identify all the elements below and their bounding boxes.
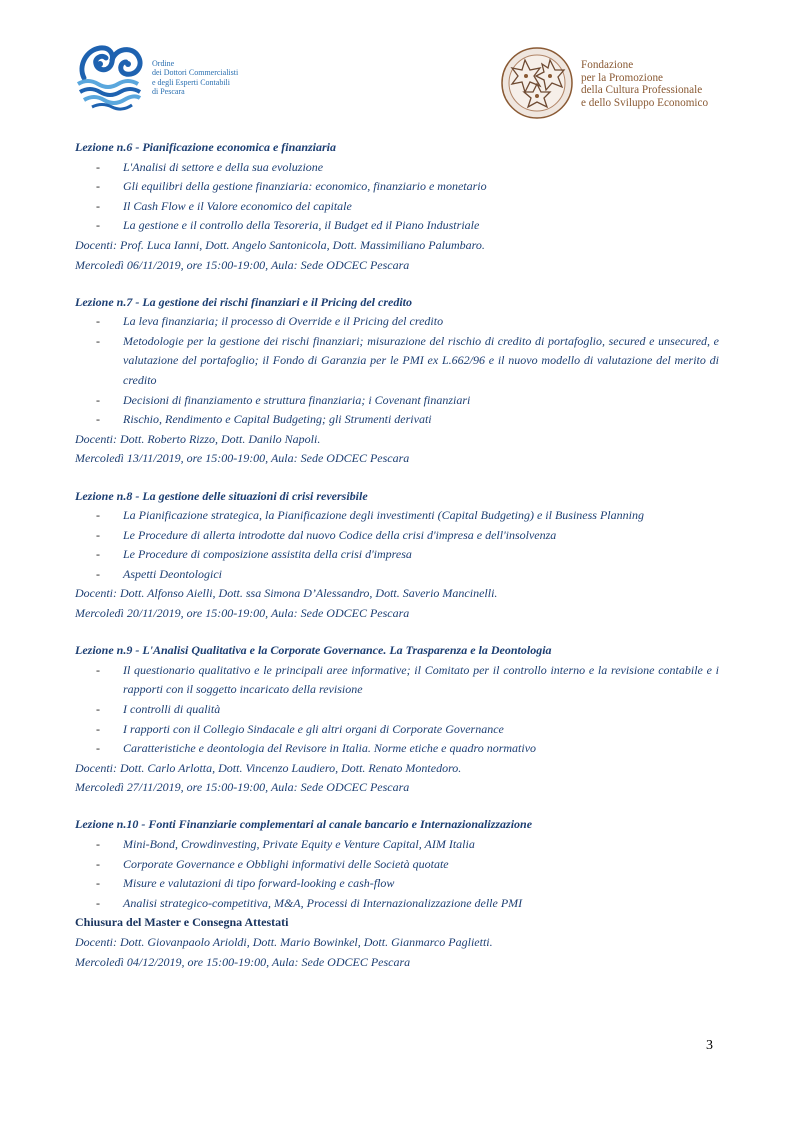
dash-bullet: - xyxy=(96,314,100,329)
topic-text: La gestione e il controllo della Tesoreria, il Budget ed il Piano Industriale xyxy=(123,218,480,233)
lesson-schedule: Mercoledì 20/11/2019, ore 15:00-19:00, Aula: Sede ODCEC Pescara xyxy=(75,606,410,621)
topic-text: Le Procedure di composizione assistita della crisi d'impresa xyxy=(123,547,412,562)
lesson-7 xyxy=(75,293,719,469)
lesson-docenti: Docenti: Dott. Giovanpaolo Arioldi, Dott. Mario Bowinkel, Dott. Gianmarco Paglietti. xyxy=(75,934,493,949)
topic-list xyxy=(75,506,719,584)
topic-item xyxy=(75,177,719,197)
topic-text: La Pianificazione strategica, la Pianificazione degli investimenti (Capital Budgeting) e il Business Planning xyxy=(123,508,644,523)
topic-item xyxy=(75,835,719,855)
topic-item xyxy=(75,332,719,391)
dash-bullet: - xyxy=(96,837,100,851)
lesson-docenti: Docenti: Dott. Carlo Arlotta, Dott. Vincenzo Laudiero, Dott. Renato Montedoro. xyxy=(75,760,462,775)
topic-list xyxy=(75,835,719,913)
fondazione-logo-line: Fondazione xyxy=(581,59,634,71)
lesson-title: Lezione n.9 - L'Analisi Qualitativa e la Corporate Governance. La Trasparenza e la Deontologia xyxy=(75,643,552,658)
lesson-10 xyxy=(75,815,719,972)
page-number: 3 xyxy=(706,1038,713,1053)
dash-bullet: - xyxy=(96,179,100,194)
topic-item xyxy=(75,874,719,894)
dash-bullet: - xyxy=(96,856,100,871)
topic-item xyxy=(75,565,719,585)
dash-bullet: - xyxy=(96,218,100,233)
lesson-schedule: Mercoledì 13/11/2019, ore 15:00-19:00, Aula: Sede ODCEC Pescara xyxy=(75,451,410,466)
topic-item xyxy=(75,197,719,217)
topic-item xyxy=(75,855,719,875)
topic-item xyxy=(75,700,719,720)
topic-item xyxy=(75,312,719,332)
page-header xyxy=(0,0,794,130)
dash-bullet: - xyxy=(96,701,100,716)
topic-text: La leva finanziaria; il processo di Override e il Pricing del credito xyxy=(123,314,444,329)
topic-text: Aspetti Deontologici xyxy=(123,566,222,581)
topic-text: Il Cash Flow e il Valore economico del capitale xyxy=(123,198,352,213)
dash-bullet: - xyxy=(96,412,100,427)
fondazione-seal-icon xyxy=(500,46,574,120)
dash-bullet: - xyxy=(96,876,100,891)
lesson-schedule: Mercoledì 27/11/2019, ore 15:00-19:00, Aula: Sede ODCEC Pescara xyxy=(75,780,410,795)
odcec-logo-line: Ordine xyxy=(152,59,175,68)
lesson-title: Lezione n.7 - La gestione dei rischi finanziari e il Pricing del credito xyxy=(75,294,412,309)
lesson-schedule: Mercoledì 04/12/2019, ore 15:00-19:00, Aula: Sede ODCEC Pescara xyxy=(75,954,411,969)
lesson-9 xyxy=(75,641,719,798)
topic-item xyxy=(75,894,719,914)
lesson-8 xyxy=(75,487,719,624)
topic-text: Misure e valutazioni di tipo forward-looking e cash-flow xyxy=(123,876,395,891)
topic-item xyxy=(75,216,719,236)
topic-text: Gli equilibri della gestione finanziaria: economico, finanziario e monetario xyxy=(123,179,487,194)
topic-text: Caratteristiche e deontologia del Revisore in Italia. Norme etiche e quadro normativo xyxy=(123,741,537,756)
odcec-logo xyxy=(74,42,274,122)
dash-bullet: - xyxy=(96,895,100,910)
topic-text: Il questionario qualitativo e le principali aree informative; il Comitato per il controllo interno e la revisione contabile e i rapporti con il soggetto incaricato della revisione xyxy=(123,662,719,697)
fondazione-logo-line: per la Promozione xyxy=(581,71,664,84)
topic-text: Metodologie per la gestione dei rischi finanziari; misurazione del rischio di credito di portafoglio, secured e unsecured, e valutazione del portafoglio; il Fondo di Garanzia per le PMI ex L.662/96 e il nuovo modello di valutazione del merito di credito xyxy=(123,333,719,388)
topic-list xyxy=(75,312,719,430)
dash-bullet: - xyxy=(96,159,100,174)
odcec-logo-line: di Pescara xyxy=(152,86,185,96)
lesson-title: Lezione n.6 - Pianificazione economica e finanziaria xyxy=(75,140,336,154)
dash-bullet: - xyxy=(96,721,100,736)
fondazione-logo-line: e dello Sviluppo Economico xyxy=(581,96,709,109)
topic-item xyxy=(75,391,719,411)
topic-text: I rapporti con il Collegio Sindacale e gli altri organi di Corporate Governance xyxy=(123,721,504,736)
topic-text: I controlli di qualità xyxy=(123,701,221,716)
closing-ceremony: Chiusura del Master e Consegna Attestati xyxy=(75,915,289,930)
lesson-title: Lezione n.10 - Fonti Finanziarie complementari al canale bancario e Internazionalizzazione xyxy=(75,817,533,832)
document-body xyxy=(75,138,719,990)
topic-item xyxy=(75,661,719,700)
dash-bullet: - xyxy=(96,741,100,756)
dash-bullet: - xyxy=(96,198,100,213)
dash-bullet: - xyxy=(96,566,100,581)
odcec-logo-text xyxy=(152,59,238,96)
dash-bullet: - xyxy=(96,547,100,562)
odcec-logo-line: dei Dottori Commercialisti xyxy=(152,68,239,78)
topic-item xyxy=(75,739,719,759)
topic-list xyxy=(75,158,719,236)
fondazione-logo-text xyxy=(581,59,708,109)
lesson-6 xyxy=(75,138,719,275)
dash-bullet: - xyxy=(96,527,100,542)
dash-bullet: - xyxy=(96,392,100,407)
topic-text: Decisioni di finanziamento e struttura finanziaria; i Covenant finanziari xyxy=(123,392,471,407)
lesson-docenti: Docenti: Dott. Roberto Rizzo, Dott. Danilo Napoli. xyxy=(75,431,321,446)
lesson-title: Lezione n.8 - La gestione delle situazioni di crisi reversibile xyxy=(75,488,368,503)
topic-item xyxy=(75,506,719,526)
topic-text: L'Analisi di settore e della sua evoluzione xyxy=(123,159,324,174)
lesson-docenti: Docenti: Dott. Alfonso Aielli, Dott. ssa Simona D’Alessandro, Dott. Saverio Mancinelli. xyxy=(75,586,498,601)
topic-item xyxy=(75,720,719,740)
odcec-logo-line: e degli Esperti Contabili xyxy=(152,77,230,87)
odcec-emblem-icon xyxy=(74,42,148,112)
topic-text: Analisi strategico-competitiva, M&A, Processi di Internazionalizzazione delle PMI xyxy=(123,895,523,910)
topic-text: Rischio, Rendimento e Capital Budgeting; gli Strumenti derivati xyxy=(123,412,432,427)
topic-item xyxy=(75,158,719,178)
dash-bullet: - xyxy=(96,333,100,348)
topic-item xyxy=(75,410,719,430)
topic-item xyxy=(75,526,719,546)
fondazione-logo xyxy=(500,46,730,126)
topic-text: Corporate Governance e Obblighi informativi delle Società quotate xyxy=(123,856,449,871)
topic-list xyxy=(75,661,719,759)
topic-text: Le Procedure di allerta introdotte dal nuovo Codice della crisi d'impresa e dell'insolvenza xyxy=(123,527,557,542)
topic-text: Mini-Bond, Crowdinvesting, Private Equity e Venture Capital, AIM Italia xyxy=(123,837,475,851)
lesson-schedule: Mercoledì 06/11/2019, ore 15:00-19:00, Aula: Sede ODCEC Pescara xyxy=(75,257,410,272)
lesson-docenti: Docenti: Prof. Luca Ianni, Dott. Angelo Santonicola, Dott. Massimiliano Palumbaro. xyxy=(75,237,485,252)
topic-item xyxy=(75,545,719,565)
dash-bullet: - xyxy=(96,508,100,523)
fondazione-logo-line: della Cultura Professionale xyxy=(581,84,703,97)
dash-bullet: - xyxy=(96,662,100,677)
